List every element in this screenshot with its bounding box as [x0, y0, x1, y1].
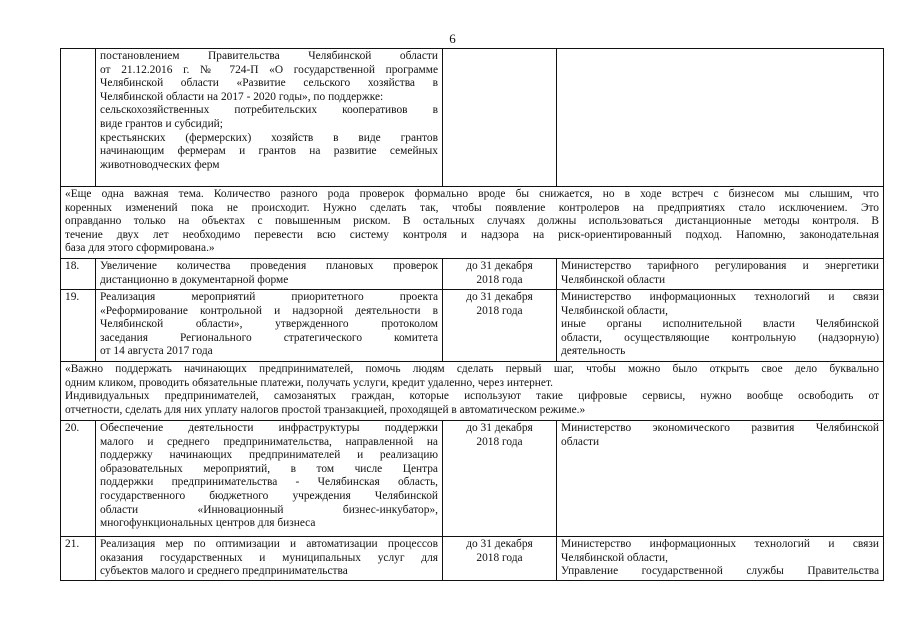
measure-line: Реализация мероприятий приоритетного проекта — [100, 291, 438, 303]
quote-row — [61, 187, 884, 259]
measure-line: области «Инновационный бизнес-инкубатор», — [100, 503, 438, 516]
row-number: 18. — [61, 259, 96, 290]
executor-cell — [557, 421, 884, 537]
table-row-continued — [61, 49, 884, 187]
executor-line: Министерство тарифного регулирования и энергетики — [561, 260, 879, 272]
table-row — [61, 290, 884, 362]
executor-line: деятельность — [561, 345, 626, 358]
measure-line: образовательных мероприятий, в том числе Центра — [100, 462, 438, 475]
executor-line: Министерство информационных технологий и связи — [561, 291, 879, 303]
executor-line: области, осуществляющие контрольную (надзорную) — [561, 331, 879, 344]
executor-line: Управление государственной службы Правительства — [561, 565, 879, 578]
measure-line: субъектов малого и среднего предпринимательства — [100, 565, 348, 578]
measure-line: оказания государственных и муниципальных услуг для — [100, 551, 438, 564]
measure-line: Челябинской области на 2017 - 2020 годы», по поддержке: — [100, 90, 384, 103]
deadline-cell — [443, 537, 557, 581]
measure-line: малого и среднего предпринимательства, направленной на — [100, 435, 438, 448]
executor-line: Челябинской области, — [561, 551, 668, 564]
measure-line: Реализация мер по оптимизации и автоматизации процессов — [100, 538, 438, 550]
measure-line: дистанционно в документарной форме — [100, 273, 289, 286]
measure-cell — [96, 421, 443, 537]
quote-line: одним кликом, проводить обязательные платежи, получать услуги, кредит удаленно, через интернет. — [65, 376, 553, 389]
table-row — [61, 421, 884, 537]
quote-line: коренных изменений пока не происходит. Нужно сделать так, чтобы появление контролеров на предприятиях стало исключением. Это — [65, 201, 879, 214]
deadline-line: 2018 года — [476, 435, 523, 448]
measure-line: многофункциональных центров для бизнеса — [100, 517, 316, 530]
deadline-line: 2018 года — [476, 551, 523, 564]
executor-cell — [557, 290, 884, 362]
measure-line: поддержку начинающих предпринимателей и реализацию — [100, 449, 438, 462]
measure-line: заседания Регионального стратегического комитета — [100, 331, 438, 344]
measure-line: Увеличение количества проведения плановых проверок — [100, 260, 438, 272]
deadline-line: до 31 декабря — [466, 538, 533, 550]
deadline-cell — [443, 49, 557, 187]
measure-cell — [96, 49, 443, 187]
measure-line: «Реформирование контрольной и надзорной деятельности в — [100, 304, 438, 317]
row-number: 21. — [61, 537, 96, 581]
deadline-cell — [443, 259, 557, 290]
measure-line: от 21.12.2016 г. № 724-П «О государственной программе — [100, 63, 438, 76]
table-row — [61, 537, 884, 581]
executor-line: иные органы исполнительной власти Челябинской — [561, 318, 879, 331]
page-number: 6 — [449, 31, 456, 46]
executor-line: области — [561, 435, 600, 448]
measure-line: поддержки предпринимательства - Челябинская область, — [100, 476, 438, 489]
deadline-cell — [443, 421, 557, 537]
measure-line: Челябинской области «Развитие сельского хозяйства в — [100, 77, 438, 90]
measure-line: сельскохозяйственных потребительских кооперативов в — [100, 104, 438, 117]
measure-line: животноводческих ферм — [100, 158, 220, 171]
measure-line: Челябинской области», утвержденного протоколом — [100, 318, 438, 331]
executor-cell — [557, 49, 884, 187]
row-number: 19. — [61, 290, 96, 362]
measure-line: крестьянских (фермерских) хозяйств в виде грантов — [100, 131, 438, 144]
deadline-cell — [443, 290, 557, 362]
quote-line: база для этого сформирована.» — [65, 242, 215, 255]
quote-line: течение двух лет необходимо перевести всю систему контроля и надзора на риск-ориентированный подход. Напомню, законодательная — [65, 228, 879, 241]
measure-cell — [96, 290, 443, 362]
executor-line: Челябинской области, — [561, 304, 668, 317]
measure-line: государственного бюджетного учреждения Челябинской — [100, 489, 438, 502]
action-plan-table — [60, 48, 884, 581]
measure-line: постановлением Правительства Челябинской области — [100, 50, 438, 62]
president-quote — [61, 187, 884, 259]
measure-line: Обеспечение деятельности инфраструктуры поддержки — [100, 422, 438, 434]
measure-cell — [96, 259, 443, 290]
quote-line: Индивидуальных предпринимателей, самозанятых граждан, которые используют такие цифровые сервисы, нужно вообще освободить от — [65, 390, 879, 403]
deadline-line: 2018 года — [476, 273, 523, 286]
table-row — [61, 259, 884, 290]
executor-cell — [557, 537, 884, 581]
executor-line: Челябинской области — [561, 273, 666, 286]
deadline-line: до 31 декабря — [466, 260, 533, 272]
quote-line: «Важно поддержать начинающих предпринимателей, помочь людям сделать первый шаг, чтобы можно было открыть свое дело буквально — [65, 363, 879, 375]
quote-line: оправданно только на объектах с повышенным риском. В остальных случаях должны использоваться дистанционные методы контроля. В — [65, 215, 879, 228]
deadline-line: до 31 декабря — [466, 291, 533, 303]
row-number — [61, 49, 96, 187]
executor-cell — [557, 259, 884, 290]
president-quote — [61, 362, 884, 421]
executor-line: Министерство экономического развития Челябинской — [561, 422, 879, 434]
measure-line: виде грантов и субсидий; — [100, 117, 223, 130]
row-number: 20. — [61, 421, 96, 537]
deadline-line: 2018 года — [476, 304, 523, 317]
quote-row — [61, 362, 884, 421]
quote-line: «Еще одна важная тема. Количество разного рода проверок формально вроде бы снижается, но в ходе встреч с бизнесом мы слышим, что — [65, 188, 879, 200]
quote-line: отчетности, сделать для них уплату налогов простой транзакцией, проходящей в автоматическом режиме.» — [65, 403, 586, 416]
deadline-line: до 31 декабря — [466, 422, 533, 434]
executor-line: Министерство информационных технологий и связи — [561, 538, 879, 550]
measure-line: от 14 августа 2017 года — [100, 345, 213, 358]
measure-cell — [96, 537, 443, 581]
measure-line: начинающим фермерам и грантов на развитие семейных — [100, 145, 438, 158]
